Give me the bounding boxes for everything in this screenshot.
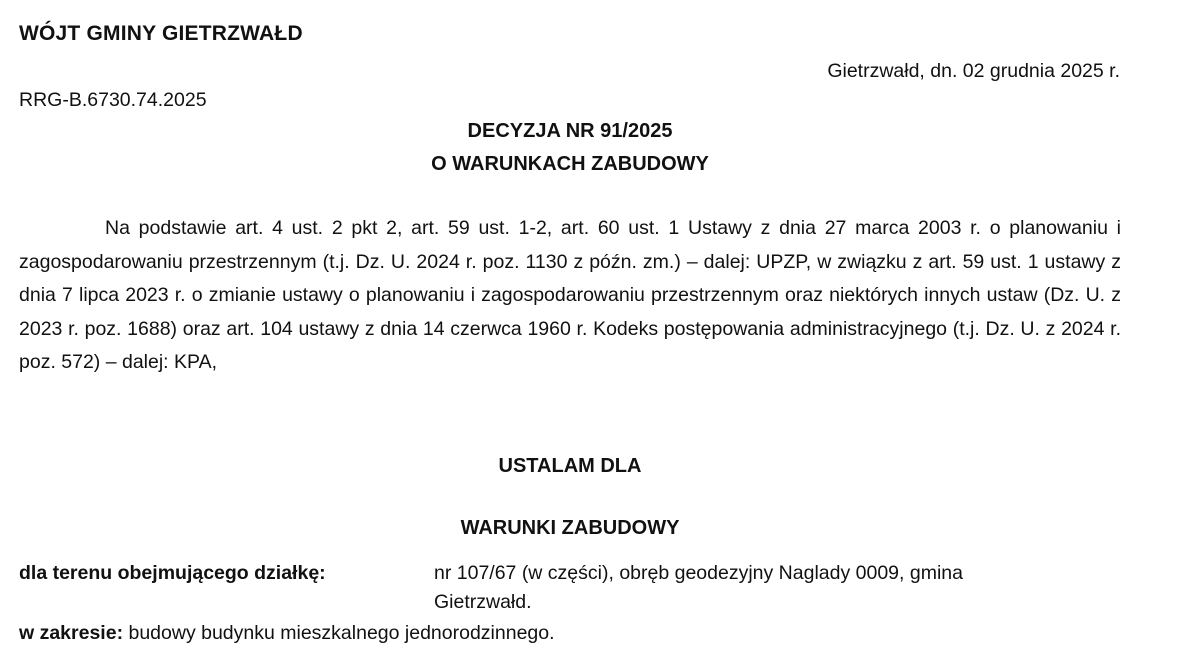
range-label: w zakresie: [19, 622, 129, 644]
place-and-date: Gietrzwałd, dn. 02 grudnia 2025 r. [827, 60, 1120, 82]
area-value [434, 559, 1121, 617]
range-value: budowy budynku mieszkalnego jednorodzinnego. [128, 622, 555, 644]
legal-basis-paragraph [19, 212, 1121, 380]
decision-heading-ustalam: USTALAM DLA [498, 455, 642, 477]
area-value-line1: nr 107/67 (w części), obręb geodezyjny Naglady 0009, gmina [434, 562, 963, 584]
decision-number-title: DECYZJA NR 91/2025 [467, 120, 673, 142]
legal-basis-text: Na podstawie art. 4 ust. 2 pkt 2, art. 59 ust. 1-2, art. 60 ust. 1 Ustawy z dnia 27 marca 2003 r. o planowaniu i zagospodarowaniu przestrzennym (t.j. Dz. U. 2024 r. poz. 1130 z późn. zm.) – dalej: UPZP, w związku z art. 59 ust. 1 ustawy z dnia 7 lipca 2023 r. o zmianie ustawy o planowaniu i zagospodarowaniu przestrzennym oraz niektórych innych ustaw (Dz. U. z 2023 r. poz. 1688) oraz art. 104 ustawy z dnia 14 czerwca 1960 r. Kodeks postępowania administracyjnego (t.j. Dz. U. z 2024 r. poz. 572) – dalej: KPA, [19, 217, 1121, 373]
range-row [19, 619, 1121, 648]
case-reference-number: RRG-B.6730.74.2025 [19, 89, 207, 111]
area-value-line2: Gietrzwałd. [434, 591, 532, 613]
decision-subject-title: O WARUNKACH ZABUDOWY [431, 153, 709, 175]
area-label: dla terenu obejmującego działkę: [19, 562, 326, 584]
issuing-authority: WÓJT GMINY GIETRZWAŁD [19, 22, 303, 45]
decision-heading-warunki: WARUNKI ZABUDOWY [460, 517, 680, 539]
